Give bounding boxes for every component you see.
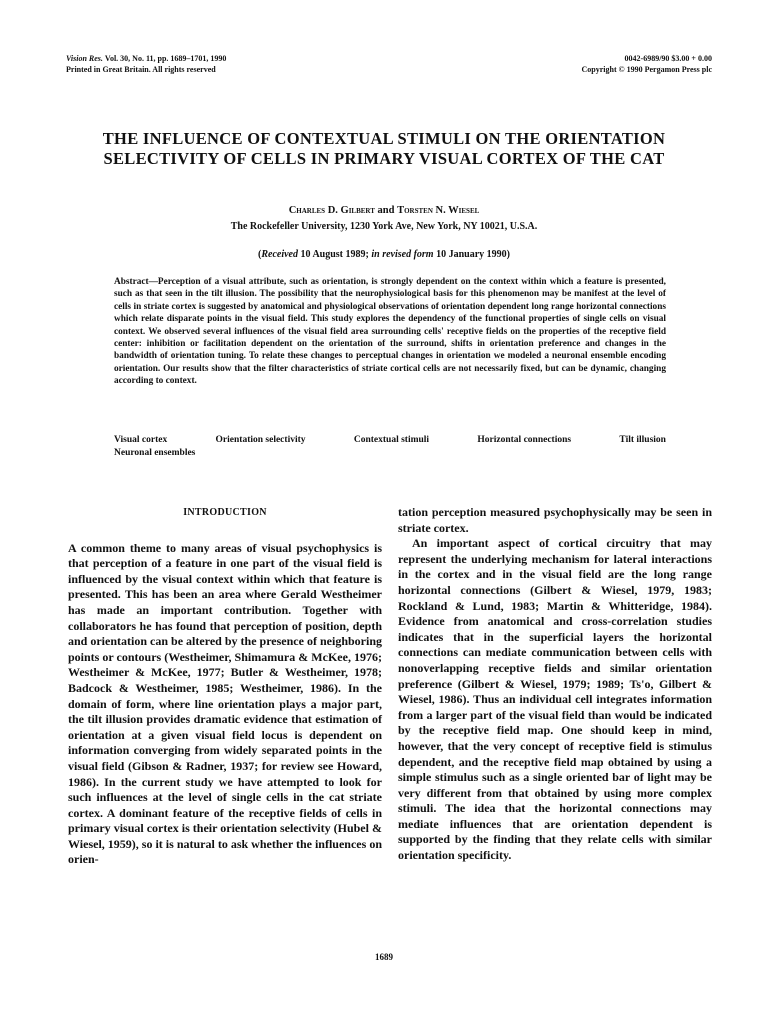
author-conjunction: and	[374, 205, 398, 216]
section-heading-introduction: INTRODUCTION	[183, 507, 267, 518]
received-dates	[0, 249, 768, 260]
right-column	[398, 505, 712, 864]
keyword: Tilt illusion	[619, 435, 666, 445]
copyright-header	[582, 53, 712, 75]
journal-citation-line	[66, 53, 226, 64]
left-column	[68, 505, 382, 868]
abstract-text: —Perception of a visual attribute, such as orientation, is strongly dependent on the context within which a feature is presented, such as that seen in the tilt illusion. The possibility that the neurophysiological basis for this phenomenon may be manifest at the level of cells in striate cortex is suggested by anatomical and physiological observations of orientation dependent long range horizontal connections which relate disparate points in the visual field. This study explores the dependency of the functional properties of single cells on visual context. We observed several influences of the visual field area surrounding cells' receptive fields on the properties of the receptive field center: inhibition or facilitation dependent on the orientation of the surround, shifts in orientation preference and changes in the bandwidth of orientation tuning. To relate these changes to perceptual changes in orientation we modeled a neuronal ensemble encoding orientation. Our results show that the filter characteristics of striate cortical cells are not necessarily fixed, but can be dynamic, changing according to context.	[114, 277, 666, 387]
keyword: Horizontal connections	[477, 435, 572, 445]
keyword: Visual cortex	[114, 435, 168, 445]
received-label: Received	[261, 249, 298, 260]
intro-paragraph-1-continued: tation perception measured psychophysically may be seen in striate cortex.	[398, 505, 712, 535]
intro-paragraph-1: A common theme to many areas of visual psychophysics is that perception of a feature in one part of the visual field is influenced by the visual context within which that feature is presented. This has been an area where Gerald Westheimer has made an important contribution. Together with collaborators he has found that perception of position, depth and orientation can be altered by the presence of neighboring points or contours (Westheimer, Shimamura & McKee, 1976; Westheimer & McKee, 1977; Butler & Westheimer, 1978; Badcock & Westheimer, 1985; Westheimer, 1986). In the domain of form, where line orientation plays a major part, the tilt illusion provides dramatic evidence that estimation of orientation at a given visual field locus is dependent on information converging from widely separated points in the visual field (Gibson & Radner, 1937; for review see Howard, 1986). In the current study we have attempted to look for such influences at the level of single cells in the cat striate cortex. A dominant feature of the receptive fields of cells in primary visual cortex is their orientation selectivity (Hubel & Wiesel, 1959), so it is natural to ask whether the influences on orien-	[68, 540, 382, 867]
author-2: Torsten N. Wiesel	[397, 205, 480, 216]
author-1: Charles D. Gilbert	[288, 205, 375, 216]
received-date: 10 August 1989;	[298, 249, 372, 260]
printed-notice: Printed in Great Britain. All rights reserved	[66, 65, 216, 74]
paper-title: THE INFLUENCE OF CONTEXTUAL STIMULI ON THE ORIENTATION SELECTIVITY OF CELLS IN PRIMARY VISUAL CORTEX OF THE CAT	[102, 129, 666, 168]
journal-name: Vision Res.	[66, 54, 103, 63]
copyright-notice: Copyright © 1990 Pergamon Press plc	[581, 65, 712, 74]
price-code: 0042-6989/90 $3.00 + 0.00	[624, 54, 712, 63]
abstract	[114, 276, 666, 388]
keywords	[114, 434, 666, 460]
revised-label: in revised form	[371, 249, 434, 260]
keywords-row-2	[114, 447, 666, 460]
received-open-paren: (	[258, 249, 262, 260]
keywords-row-1	[114, 434, 666, 447]
affiliation: The Rockefeller University, 1230 York Ave, New York, NY 10021, U.S.A.	[230, 221, 538, 232]
page-number: 1689	[375, 952, 393, 962]
author-line	[0, 205, 768, 216]
intro-paragraph-2: An important aspect of cortical circuitry that may represent the underlying mechanism for lateral interactions in the cortex and in the visual field are the long range horizontal connections (Gilbert & Wiesel, 1979, 1983; Rockland & Lund, 1983; Martin & Whitteridge, 1984). Evidence from anatomical and cross-correlation studies indicates that in the superficial layers the horizontal connections can mediate communication between cells with nonoverlapping receptive fields and similar orientation preference (Gilbert & Wiesel, 1979; 1989; Ts'o, Gilbert & Wiesel, 1986). Thus an individual cell integrates information from a larger part of the visual field than would be indicated by the receptive field map. One should keep in mind, however, that the very concept of receptive field is stimulus dependent, and the receptive field map obtained by using a simple stimulus such as a single oriented bar of light may be very different from that obtained by using more complex stimuli. The idea that the horizontal connections may mediate influences that are orientation dependent is supported by the finding that they relate cells with similar orientation specificity.	[398, 536, 712, 863]
keyword: Contextual stimuli	[353, 435, 430, 445]
journal-header	[66, 53, 226, 75]
abstract-label: Abstract	[114, 277, 149, 287]
revised-date: 10 January 1990)	[433, 249, 510, 260]
keyword: Neuronal ensembles	[114, 448, 196, 458]
keyword: Orientation selectivity	[215, 435, 306, 445]
journal-citation: Vol. 30, No. 11, pp. 1689–1701, 1990	[104, 54, 227, 63]
